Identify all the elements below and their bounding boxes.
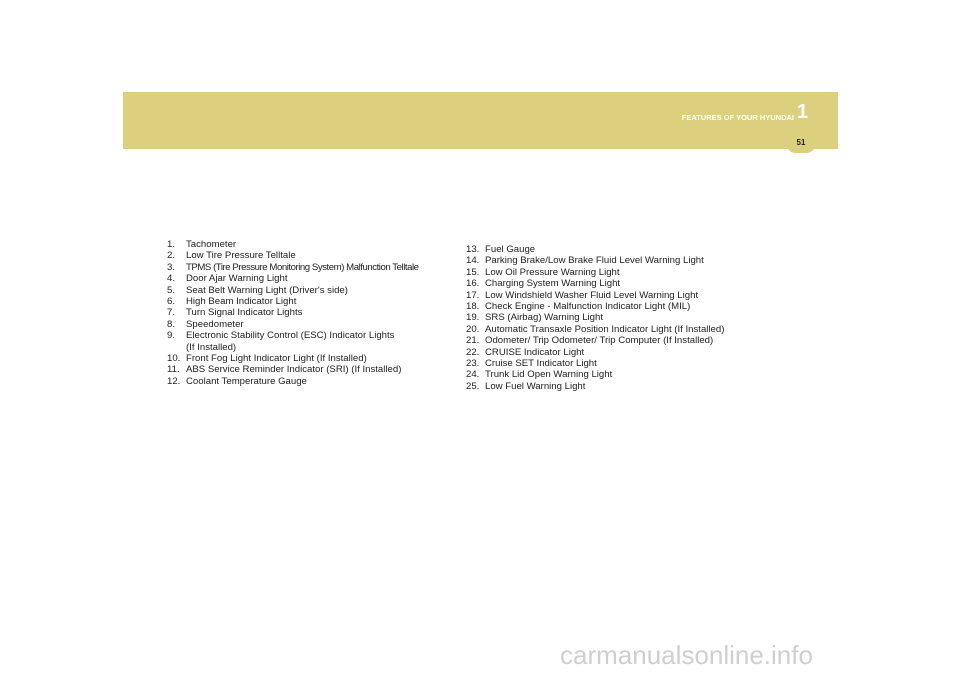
legend-item-text: High Beam Indicator Light (186, 296, 297, 308)
legend-item-number: 8. (167, 318, 176, 330)
legend-item-text: Front Fog Light Indicator Light (If Installed) (186, 353, 367, 365)
legend-item (466, 347, 724, 358)
legend-item-text: Low Windshield Washer Fluid Level Warning Light (485, 289, 699, 301)
legend-item (466, 369, 724, 380)
legend-item-text: (If Installed) (186, 341, 237, 353)
legend-item (167, 364, 419, 375)
watermark: carmanualsonline.info (560, 640, 813, 670)
legend-item-number: 19. (466, 312, 480, 324)
legend-item (167, 273, 419, 284)
legend-item-text: Coolant Temperature Gauge (186, 375, 307, 387)
legend-item-number: 2. (167, 250, 176, 262)
legend-item (167, 319, 419, 330)
legend-item-number: 11. (167, 364, 180, 376)
legend-item-number: 16. (466, 278, 480, 290)
legend-item-text: Charging System Warning Light (485, 278, 621, 290)
legend-item-text: Door Ajar Warning Light (186, 273, 288, 285)
page-number: 51 (796, 138, 806, 147)
legend-item-number: 5. (167, 284, 176, 296)
legend-item-text: Tachometer (186, 239, 237, 250)
legend-item-text: Electronic Stability Control (ESC) Indicator Lights (186, 330, 395, 342)
legend-item-text: Cruise SET Indicator Light (485, 358, 597, 370)
legend-item (466, 312, 724, 323)
legend-item-text: Low Oil Pressure Warning Light (485, 266, 620, 278)
legend-item (466, 301, 724, 312)
legend-item-number: 18. (466, 301, 480, 313)
legend-item-text: TPMS (Tire Pressure Monitoring System) Malfunction Telltale (186, 261, 419, 273)
legend-item-number: 1. (167, 239, 176, 250)
legend-item (466, 255, 724, 266)
legend-item (466, 278, 724, 289)
legend-item-number: 20. (466, 323, 480, 335)
legend-item (167, 353, 419, 364)
legend-item-text: Low Tire Pressure Telltale (186, 250, 296, 262)
legend-item-number: 4. (167, 273, 176, 285)
legend-item (466, 244, 724, 255)
page-number-tab (786, 133, 816, 153)
legend-item-text: Trunk Lid Open Warning Light (485, 369, 613, 381)
legend-item-number: 15. (466, 266, 480, 278)
legend-item (167, 239, 419, 250)
legend-item (167, 376, 419, 387)
legend-item-text: Odometer/ Trip Odometer/ Trip Computer (If Installed) (485, 335, 714, 347)
legend-item-text: CRUISE Indicator Light (485, 346, 585, 358)
legend-item-number: 7. (167, 307, 176, 319)
legend-item (466, 324, 724, 335)
legend-item (167, 262, 419, 273)
legend-item (466, 290, 724, 301)
legend-item (167, 285, 419, 296)
legend-item (466, 381, 724, 392)
chapter-number: 1 (796, 101, 808, 123)
legend-item-number: 3. (167, 261, 176, 273)
legend-item (466, 335, 724, 346)
header-band (123, 92, 838, 149)
legend-item-number: 21. (466, 335, 480, 347)
legend-item-number: 25. (466, 380, 480, 392)
legend-item-text: Low Fuel Warning Light (485, 380, 586, 392)
legend-item-number: 23. (466, 358, 480, 370)
legend-item-text: SRS (Airbag) Warning Light (485, 312, 604, 324)
legend-item-text: Fuel Gauge (485, 244, 536, 255)
legend-item (466, 358, 724, 369)
legend-item-text: Speedometer (186, 318, 244, 330)
legend-item-number: 9. (167, 330, 176, 342)
section-title: FEATURES OF YOUR HYUNDAI (681, 113, 794, 122)
legend-item (167, 296, 419, 307)
legend-item-text: Turn Signal Indicator Lights (186, 307, 303, 319)
legend-item-number: 22. (466, 346, 480, 358)
legend-item (167, 307, 419, 318)
legend-list-right (466, 244, 724, 392)
legend-item-text: Seat Belt Warning Light (Driver's side) (186, 284, 348, 296)
legend-item-number: 17. (466, 289, 480, 301)
legend-item-number: 24. (466, 369, 480, 381)
legend-item (167, 250, 419, 261)
legend-item-number: 12. (167, 375, 181, 387)
legend-item-number: 14. (466, 255, 480, 267)
legend-item (466, 267, 724, 278)
legend-item-text: Check Engine - Malfunction Indicator Light (MIL) (485, 301, 691, 313)
legend-item-number (167, 342, 186, 353)
legend-item-number: 13. (466, 244, 480, 255)
legend-item-text: Automatic Transaxle Position Indicator Light (If Installed) (485, 323, 725, 335)
legend-item-number: 10. (167, 353, 181, 365)
legend-item-number: 6. (167, 296, 176, 308)
legend-list-left (167, 239, 419, 387)
legend-item-text: Parking Brake/Low Brake Fluid Level Warning Light (485, 255, 704, 267)
legend-item (167, 330, 419, 341)
legend-item (167, 342, 419, 353)
legend-item-text: ABS Service Reminder Indicator (SRI) (If Installed) (186, 364, 402, 376)
